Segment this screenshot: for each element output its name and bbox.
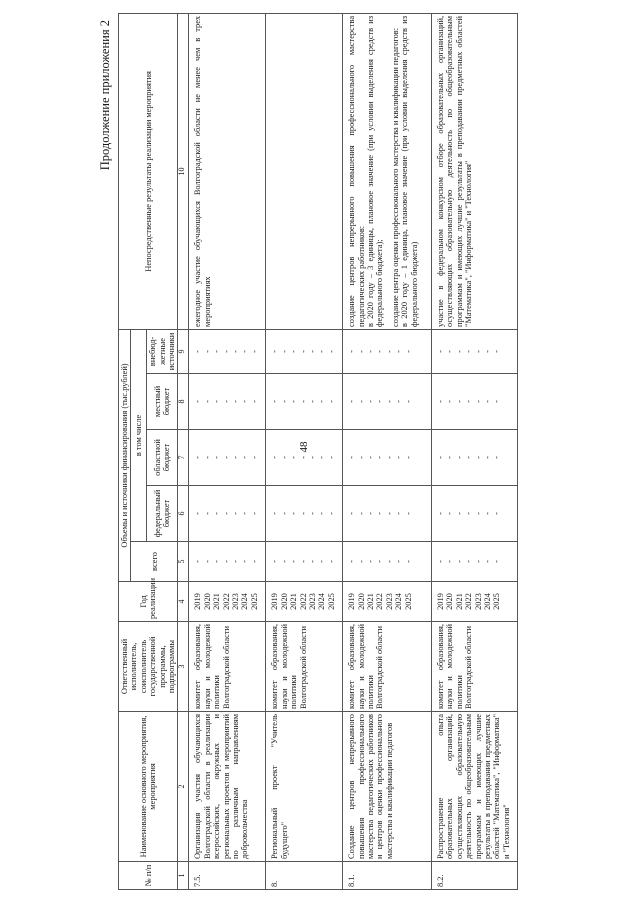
- regional-values: - - - - - - -: [431, 430, 517, 486]
- funding-table: [118, 13, 518, 890]
- column-number: 3: [178, 622, 189, 712]
- executor: комитет образования, науки и молодежной политики Волгоградской области: [343, 622, 432, 712]
- column-number: 10: [178, 13, 189, 329]
- table-row: [189, 13, 266, 889]
- header-regional: областной бюджет: [147, 430, 178, 486]
- extra-values: - - - - - - -: [266, 329, 343, 373]
- results: [266, 13, 343, 329]
- column-number: 5: [178, 542, 189, 582]
- column-number: 1: [178, 862, 189, 890]
- rotated-table-area: [98, 10, 618, 890]
- header-executor: Ответственный исполнитель, соисполнитель государственной программы, подпрограммы: [119, 622, 178, 712]
- federal-values: - - - - - - -: [189, 486, 266, 542]
- header-year: Год реализации: [119, 582, 178, 622]
- federal-values: - - - - - - -: [343, 486, 432, 542]
- total-values: - - - - - - -: [343, 542, 432, 582]
- years: 2019 2020 2021 2022 2023 2024 2025: [266, 582, 343, 622]
- result-paragraph: ежегодное участие обучающихся Волгоградской области не менее чем в трех мероприятиях: [193, 15, 212, 327]
- extra-values: - - - - - - -: [189, 329, 266, 373]
- header-number: № п/п: [119, 862, 178, 890]
- results: [431, 13, 517, 329]
- row-number: 7.5.: [189, 862, 266, 890]
- federal-values: - - - - - - -: [266, 486, 343, 542]
- local-values: - - - - - - -: [431, 374, 517, 430]
- activity-name: Региональный проект "Учитель будущего": [266, 712, 343, 862]
- regional-values: - - - - - - -: [266, 430, 343, 486]
- total-values: - - - - - - -: [189, 542, 266, 582]
- activity-name: Создание центров непрерывного повышения профессионального мастерства педагогических работников и центров оценки профессионального мастерства и квалификации педагогов: [343, 712, 432, 862]
- row-number: 8.: [266, 862, 343, 890]
- row-number: 8.1.: [343, 862, 432, 890]
- header-total: всего: [131, 542, 178, 582]
- column-number: 6: [178, 486, 189, 542]
- continuation-title: Продолжение приложения 2: [98, 20, 112, 171]
- results: [189, 13, 266, 329]
- federal-values: - - - - - - -: [431, 486, 517, 542]
- total-values: - - - - - - -: [431, 542, 517, 582]
- table-row: [343, 13, 432, 889]
- results: [343, 13, 432, 329]
- header-local: местный бюджет: [147, 374, 178, 430]
- extra-values: - - - - - - -: [431, 329, 517, 373]
- regional-values: - - - - - - -: [343, 430, 432, 486]
- activity-name: Распространение опыта образовательных организаций, осуществляющих образовательную деятельность по общеобразовательным программам и имеющих лучшие результаты в преподавании предметных областей "Математика", "Информатика" и "Технология": [431, 712, 517, 862]
- column-number: 7: [178, 430, 189, 486]
- column-number: 2: [178, 712, 189, 862]
- column-number: 4: [178, 582, 189, 622]
- row-number: 8.2.: [431, 862, 517, 890]
- header-name: Наименование основного мероприятия, мероприятия: [119, 712, 178, 862]
- years: 2019 2020 2021 2022 2023 2024 2025: [189, 582, 266, 622]
- table-row: [431, 13, 517, 889]
- executor: комитет образования, науки и молодежной политики Волгоградской области: [266, 622, 343, 712]
- result-paragraph: участие в федеральном конкурсном отборе образовательных организаций, осуществляющих образовательную деятельность по общеобразовательным программам и имеющих лучшие результаты в преподавании предметных областей "Математика", "Информатика" и "Технология": [435, 15, 474, 327]
- result-paragraph: создание центра оценки профессионального мастерства и квалификации педагогов: в 2020 году – 1 единица, плановое значение (при условии выделения средств из федерального бюджета): [390, 15, 419, 327]
- header-extra: внебюд- жетные источники: [147, 329, 178, 373]
- page-number: 48: [298, 441, 310, 453]
- table-row: [266, 13, 343, 889]
- extra-values: - - - - - - -: [343, 329, 432, 373]
- column-number: 8: [178, 374, 189, 430]
- local-values: - - - - - - -: [189, 374, 266, 430]
- header-funding-group: Объемы и источники финансирования (тыс.рублей): [119, 329, 131, 581]
- regional-values: - - - - - - -: [189, 430, 266, 486]
- activity-name: Организация участия обучающихся Волгоградской области в реализации всероссийских, окружных и региональных проектов и мероприятий по различным направлениям добровольчества: [189, 712, 266, 862]
- executor: комитет образования, науки и молодежной политики Волгоградской области: [189, 622, 266, 712]
- header-subgroup: в том числе: [131, 329, 147, 541]
- column-number: 9: [178, 329, 189, 373]
- executor: комитет образования, науки и молодежной политики Волгоградской области: [431, 622, 517, 712]
- total-values: - - - - - - -: [266, 542, 343, 582]
- header-federal: федеральный бюджет: [147, 486, 178, 542]
- local-values: - - - - - - -: [343, 374, 432, 430]
- years: 2019 2020 2021 2022 2023 2024 2025: [343, 582, 432, 622]
- years: 2019 2020 2021 2022 2023 2024 2025: [431, 582, 517, 622]
- header-results: Непосредственные результаты реализации мероприятия: [119, 13, 178, 329]
- local-values: - - - - - - -: [266, 374, 343, 430]
- result-paragraph: создание центров непрерывного повышения профессионального мастерства педагогических работников: в 2020 году – 3 единицы, плановое значение (при условии выделения средств из федерального бюджета);: [347, 15, 385, 327]
